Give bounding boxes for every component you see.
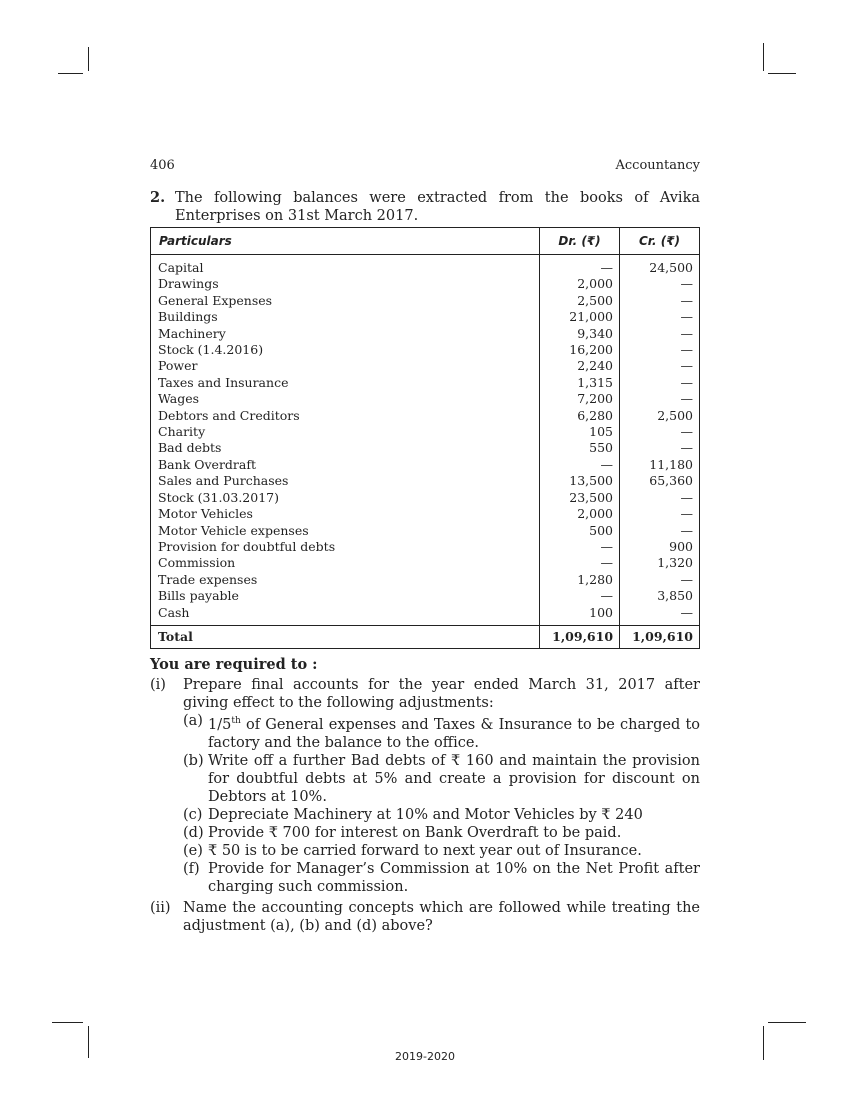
sub-marker: (f) xyxy=(183,860,200,877)
sub-marker: (b) xyxy=(183,752,204,769)
row-particular: Drawings xyxy=(151,276,540,292)
crop-mark xyxy=(88,47,89,71)
row-cr: 24,500 xyxy=(620,255,700,277)
table-row xyxy=(151,342,700,358)
sub-marker: (a) xyxy=(183,713,203,729)
total-cr: 1,09,610 xyxy=(620,625,700,648)
adjustment-c-text: Depreciate Machinery at 10% and Motor Vehicles by ₹ 240 xyxy=(208,806,643,823)
crop-mark xyxy=(768,1022,806,1023)
row-dr: 21,000 xyxy=(540,309,620,325)
row-dr: 2,500 xyxy=(540,293,620,309)
requirement-i-text: Prepare final accounts for the year ended March 31, 2017 after giving effect to the following adjustments: xyxy=(183,677,700,711)
row-dr: 7,200 xyxy=(540,391,620,407)
table-header-row xyxy=(151,228,700,255)
requirement-i xyxy=(150,676,700,896)
row-cr: — xyxy=(620,309,700,325)
table-row xyxy=(151,276,700,292)
adjustment-c xyxy=(183,806,700,824)
page-number: 406 xyxy=(150,158,175,173)
row-cr: 3,850 xyxy=(620,588,700,604)
question xyxy=(150,189,700,225)
row-particular: Charity xyxy=(151,424,540,440)
row-particular: Stock (1.4.2016) xyxy=(151,342,540,358)
row-dr: 9,340 xyxy=(540,326,620,342)
row-dr: — xyxy=(540,555,620,571)
row-cr: — xyxy=(620,391,700,407)
row-particular: Bad debts xyxy=(151,440,540,456)
row-particular: Wages xyxy=(151,391,540,407)
adjustment-d-text: Provide ₹ 700 for interest on Bank Overdraft to be paid. xyxy=(208,824,622,841)
row-dr: 1,315 xyxy=(540,375,620,391)
adjustment-f-text: Provide for Manager’s Commission at 10% on the Net Profit after charging such commission. xyxy=(208,860,700,895)
row-dr: 2,240 xyxy=(540,358,620,374)
requirements xyxy=(150,656,700,938)
question-text: The following balances were extracted from the books of Avika Enterprises on 31st March 2017. xyxy=(175,190,700,224)
row-cr: 900 xyxy=(620,539,700,555)
row-particular: Sales and Purchases xyxy=(151,473,540,489)
row-particular: Bills payable xyxy=(151,588,540,604)
crop-mark xyxy=(52,1022,83,1023)
row-particular: Bank Overdraft xyxy=(151,457,540,473)
table-row xyxy=(151,358,700,374)
table-row xyxy=(151,293,700,309)
table-row xyxy=(151,309,700,325)
adjustment-e-text: ₹ 50 is to be carried forward to next year out of Insurance. xyxy=(208,842,642,859)
table-row xyxy=(151,408,700,424)
row-dr: 1,280 xyxy=(540,572,620,588)
row-dr: 6,280 xyxy=(540,408,620,424)
row-cr: — xyxy=(620,490,700,506)
table-row xyxy=(151,490,700,506)
row-cr: 1,320 xyxy=(620,555,700,571)
row-cr: 65,360 xyxy=(620,473,700,489)
row-cr: — xyxy=(620,424,700,440)
row-cr: — xyxy=(620,293,700,309)
col-header-particulars: Particulars xyxy=(151,228,540,255)
row-cr: — xyxy=(620,506,700,522)
row-cr: — xyxy=(620,326,700,342)
row-particular: Buildings xyxy=(151,309,540,325)
adjustment-b xyxy=(183,752,700,806)
row-dr: 105 xyxy=(540,424,620,440)
question-number: 2. xyxy=(150,189,166,206)
row-cr: — xyxy=(620,276,700,292)
adjustment-d xyxy=(183,824,700,842)
table-row xyxy=(151,506,700,522)
table-row xyxy=(151,440,700,456)
row-particular: Debtors and Creditors xyxy=(151,408,540,424)
table-row xyxy=(151,375,700,391)
row-cr: — xyxy=(620,440,700,456)
table-row xyxy=(151,572,700,588)
col-header-cr: Cr. (₹) xyxy=(620,228,700,255)
adjustment-a-fraction: 1/5 xyxy=(208,716,232,733)
row-dr: 2,000 xyxy=(540,276,620,292)
row-particular: Power xyxy=(151,358,540,374)
row-particular: Trade expenses xyxy=(151,572,540,588)
table-row xyxy=(151,391,700,407)
row-particular: Stock (31.03.2017) xyxy=(151,490,540,506)
adjustment-f xyxy=(183,860,700,896)
total-label: Total xyxy=(151,625,540,648)
row-cr: 11,180 xyxy=(620,457,700,473)
adjustment-a-superscript: th xyxy=(231,716,241,726)
row-particular: Motor Vehicles xyxy=(151,506,540,522)
row-particular: General Expenses xyxy=(151,293,540,309)
row-particular: Commission xyxy=(151,555,540,571)
adjustment-a xyxy=(183,712,700,752)
requirement-ii-text: Name the accounting concepts which are followed while treating the adjustment (a), (b) and (d) above? xyxy=(183,899,700,934)
row-cr: — xyxy=(620,572,700,588)
row-dr: — xyxy=(540,457,620,473)
row-particular: Cash xyxy=(151,605,540,626)
sub-marker: (e) xyxy=(183,842,203,859)
row-dr: 16,200 xyxy=(540,342,620,358)
table-row xyxy=(151,605,700,626)
table-row xyxy=(151,588,700,604)
table-row xyxy=(151,555,700,571)
row-dr: 2,000 xyxy=(540,506,620,522)
running-title: Accountancy xyxy=(615,158,700,173)
crop-mark xyxy=(763,43,764,71)
requirements-heading: You are required to : xyxy=(150,656,318,673)
row-particular: Capital xyxy=(151,255,540,277)
table-row xyxy=(151,473,700,489)
adjustment-a-text: of General expenses and Taxes & Insurance to be charged to factory and the balance to the office. xyxy=(208,716,700,751)
total-dr: 1,09,610 xyxy=(540,625,620,648)
trial-balance-table xyxy=(150,227,700,649)
row-dr: 100 xyxy=(540,605,620,626)
row-cr: — xyxy=(620,358,700,374)
row-cr: — xyxy=(620,342,700,358)
footer-year: 2019-2020 xyxy=(395,1050,455,1063)
table-row xyxy=(151,539,700,555)
sub-marker: (c) xyxy=(183,806,203,823)
adjustment-b-text: Write off a further Bad debts of ₹ 160 and maintain the provision for doubtful debts at 5% and create a provision for discount on Debtors at 10%. xyxy=(208,752,700,805)
row-cr: 2,500 xyxy=(620,408,700,424)
row-particular: Machinery xyxy=(151,326,540,342)
item-marker: (ii) xyxy=(150,899,171,916)
row-cr: — xyxy=(620,523,700,539)
sub-marker: (d) xyxy=(183,824,204,841)
crop-mark xyxy=(58,73,83,74)
adjustment-e xyxy=(183,842,700,860)
table-row xyxy=(151,424,700,440)
requirement-ii xyxy=(150,899,700,935)
row-dr: — xyxy=(540,255,620,277)
crop-mark xyxy=(768,73,796,74)
row-dr: 500 xyxy=(540,523,620,539)
row-cr: — xyxy=(620,605,700,626)
table-row xyxy=(151,326,700,342)
table-row xyxy=(151,457,700,473)
row-particular: Motor Vehicle expenses xyxy=(151,523,540,539)
row-cr: — xyxy=(620,375,700,391)
table-row xyxy=(151,523,700,539)
row-dr: 23,500 xyxy=(540,490,620,506)
row-dr: 550 xyxy=(540,440,620,456)
row-particular: Taxes and Insurance xyxy=(151,375,540,391)
row-dr: — xyxy=(540,588,620,604)
row-dr: — xyxy=(540,539,620,555)
row-dr: 13,500 xyxy=(540,473,620,489)
item-marker: (i) xyxy=(150,677,166,693)
col-header-dr: Dr. (₹) xyxy=(540,228,620,255)
row-particular: Provision for doubtful debts xyxy=(151,539,540,555)
total-row xyxy=(151,625,700,648)
table-row xyxy=(151,255,700,277)
